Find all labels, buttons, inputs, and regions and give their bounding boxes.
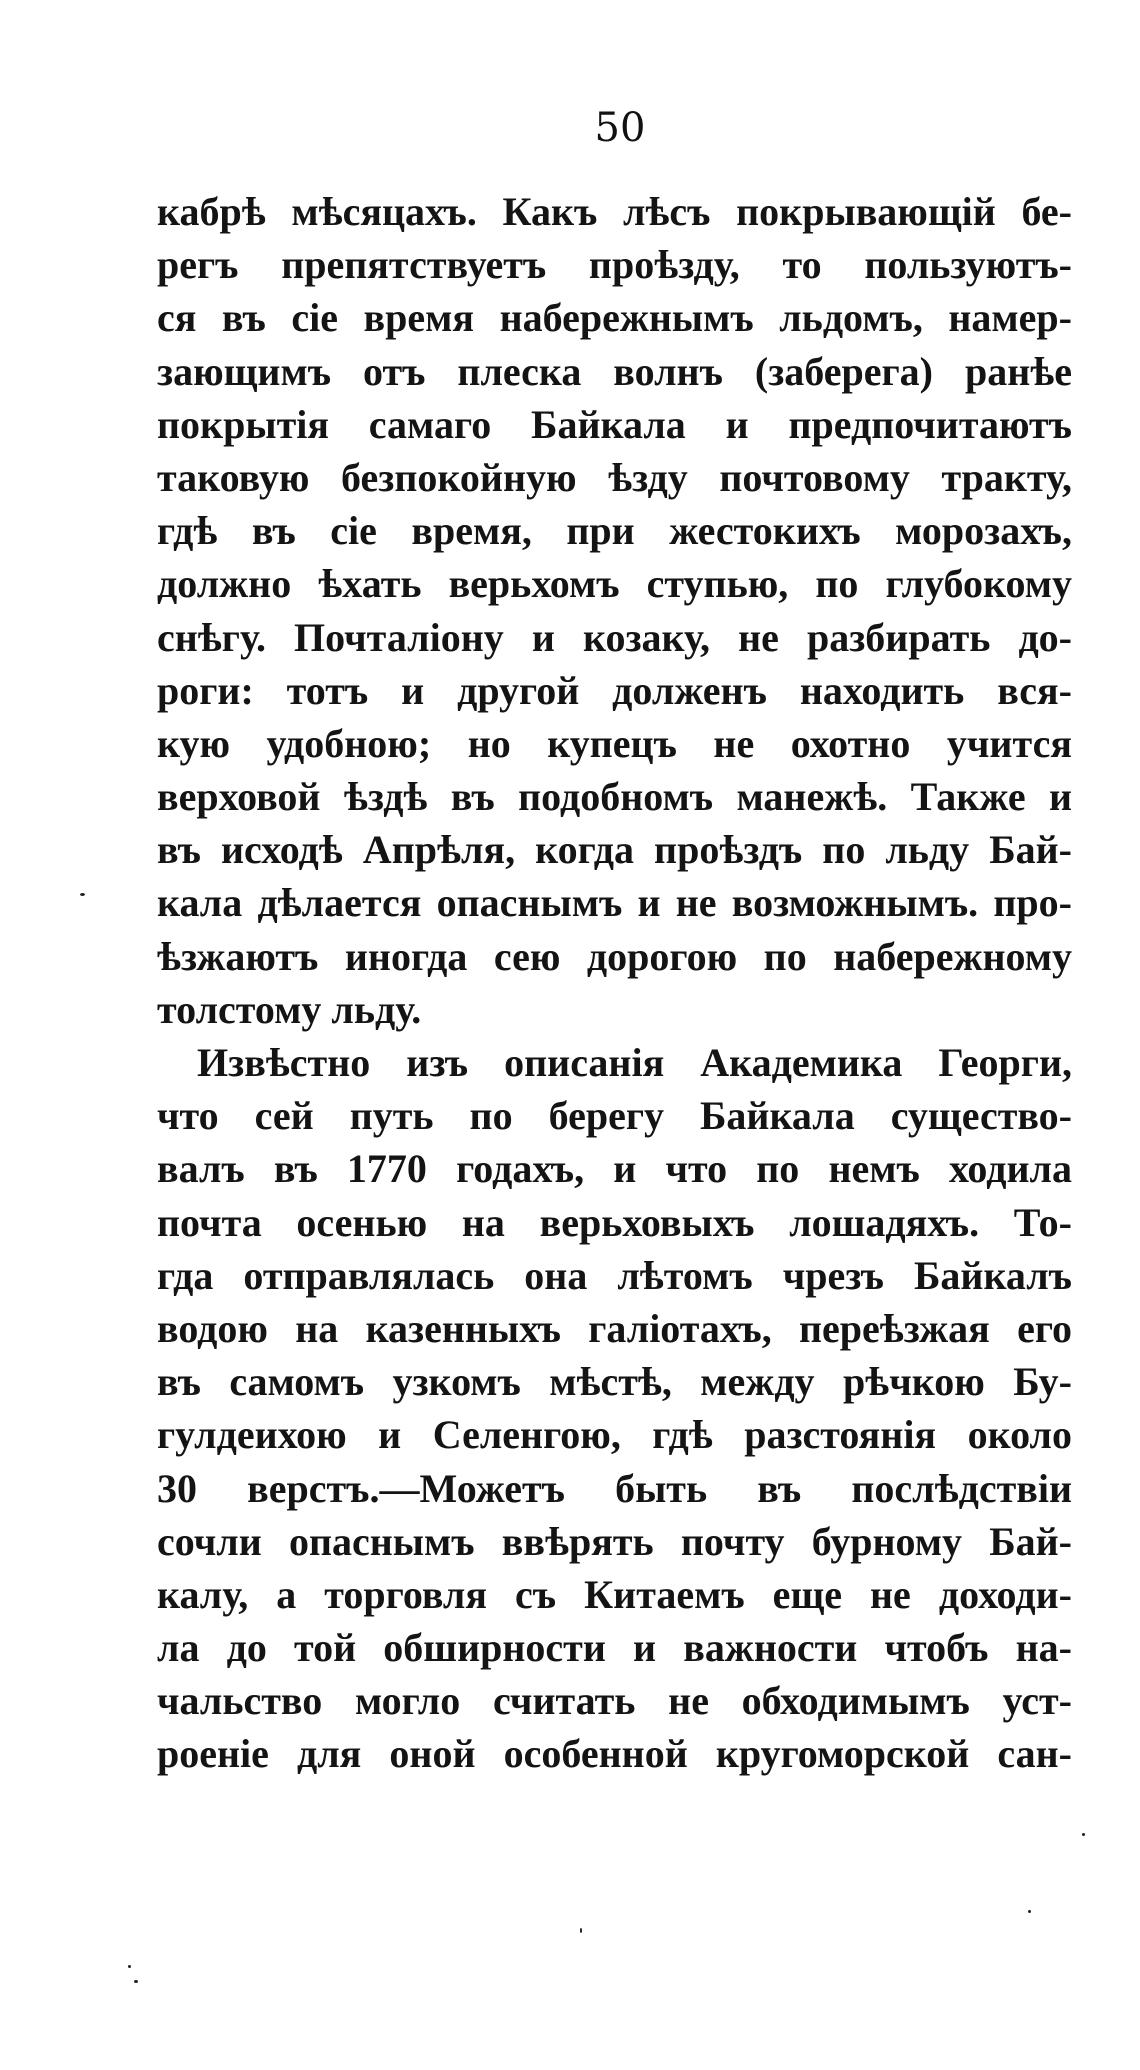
text-line: калу, а торговля съ Китаемъ еще не доходи- xyxy=(157,1571,1072,1617)
text-line: таковую безпокойную ѣзду почтовому тракту, xyxy=(157,454,1072,500)
paragraph-1 xyxy=(157,185,1072,1036)
text-line: должно ѣхать верьхомъ ступью, по глубокому xyxy=(157,561,1072,607)
text-line: Извѣстно изъ описанія Академика Георги, xyxy=(197,1040,1072,1085)
text-line: ся въ сіе время набережнымъ льдомъ, намер- xyxy=(157,295,1072,341)
text-line: что сей путь по берегу Байкала существо- xyxy=(157,1093,1072,1139)
text-line: гдѣ въ сіе время, при жестокихъ морозахъ, xyxy=(157,508,1072,554)
text-line: ѣзжаютъ иногда сею дорогою по набережному xyxy=(157,933,1072,979)
ink-speck xyxy=(80,893,85,896)
text-line: чальство могло считать не обходимымъ уст- xyxy=(157,1678,1072,1724)
text-line: ла до той обширности и важности чтобъ на- xyxy=(157,1625,1072,1671)
text-line: снѣгу. Почталіону и козаку, не разбирать до- xyxy=(157,614,1072,660)
ink-speck xyxy=(134,1980,138,1983)
ink-speck xyxy=(128,1965,131,1968)
text-line: покрытія самаго Байкала и предпочитаютъ xyxy=(157,401,1072,447)
text-line: кабрѣ мѣсяцахъ. Какъ лѣсъ покрывающій бе- xyxy=(157,189,1072,234)
text-line: въ исходѣ Апрѣля, когда проѣздъ по льду Бай- xyxy=(157,827,1072,873)
text-line: гда отправлялась она лѣтомъ чрезъ Байкалъ xyxy=(157,1252,1072,1298)
text-line: 30 верстъ.—Можетъ быть въ послѣдствіи xyxy=(157,1465,1072,1511)
text-line: почта осенью на верьховыхъ лошадяхъ. То- xyxy=(157,1199,1072,1245)
ink-speck xyxy=(1082,1833,1085,1836)
text-line: кую удобною; но купецъ не охотно учится xyxy=(157,720,1072,766)
text-line: роеніе для оной особенной кругоморской сан- xyxy=(157,1731,1072,1777)
text-line: гулдеихою и Селенгою, гдѣ разстоянія около xyxy=(157,1412,1072,1458)
text-line: регъ препятствуетъ проѣзду, то пользуютъ- xyxy=(157,242,1072,288)
paragraph-2 xyxy=(157,1036,1072,1781)
ink-speck xyxy=(1028,1910,1031,1913)
page-number: 50 xyxy=(594,105,646,151)
text-line: роги: тотъ и другой долженъ находить вся- xyxy=(157,667,1072,713)
text-line: въ самомъ узкомъ мѣстѣ, между рѣчкою Бу- xyxy=(157,1359,1072,1405)
text-line: верховой ѣздѣ въ подобномъ манежѣ. Также и xyxy=(157,774,1072,820)
text-line: зающимъ отъ плеска волнъ (заберега) ранѣе xyxy=(157,348,1072,394)
body-text xyxy=(157,185,1072,1781)
text-line: водою на казенныхъ галіотахъ, переѣзжая его xyxy=(157,1305,1072,1351)
text-line: валъ въ 1770 годахъ, и что по немъ ходила xyxy=(157,1146,1072,1192)
text-line: толстому льду. xyxy=(157,986,422,1032)
text-line: сочли опаснымъ ввѣрять почту бурному Бай- xyxy=(157,1518,1072,1564)
text-line: кала дѣлается опаснымъ и не возможнымъ. про- xyxy=(157,880,1072,926)
ink-speck xyxy=(580,1928,582,1933)
